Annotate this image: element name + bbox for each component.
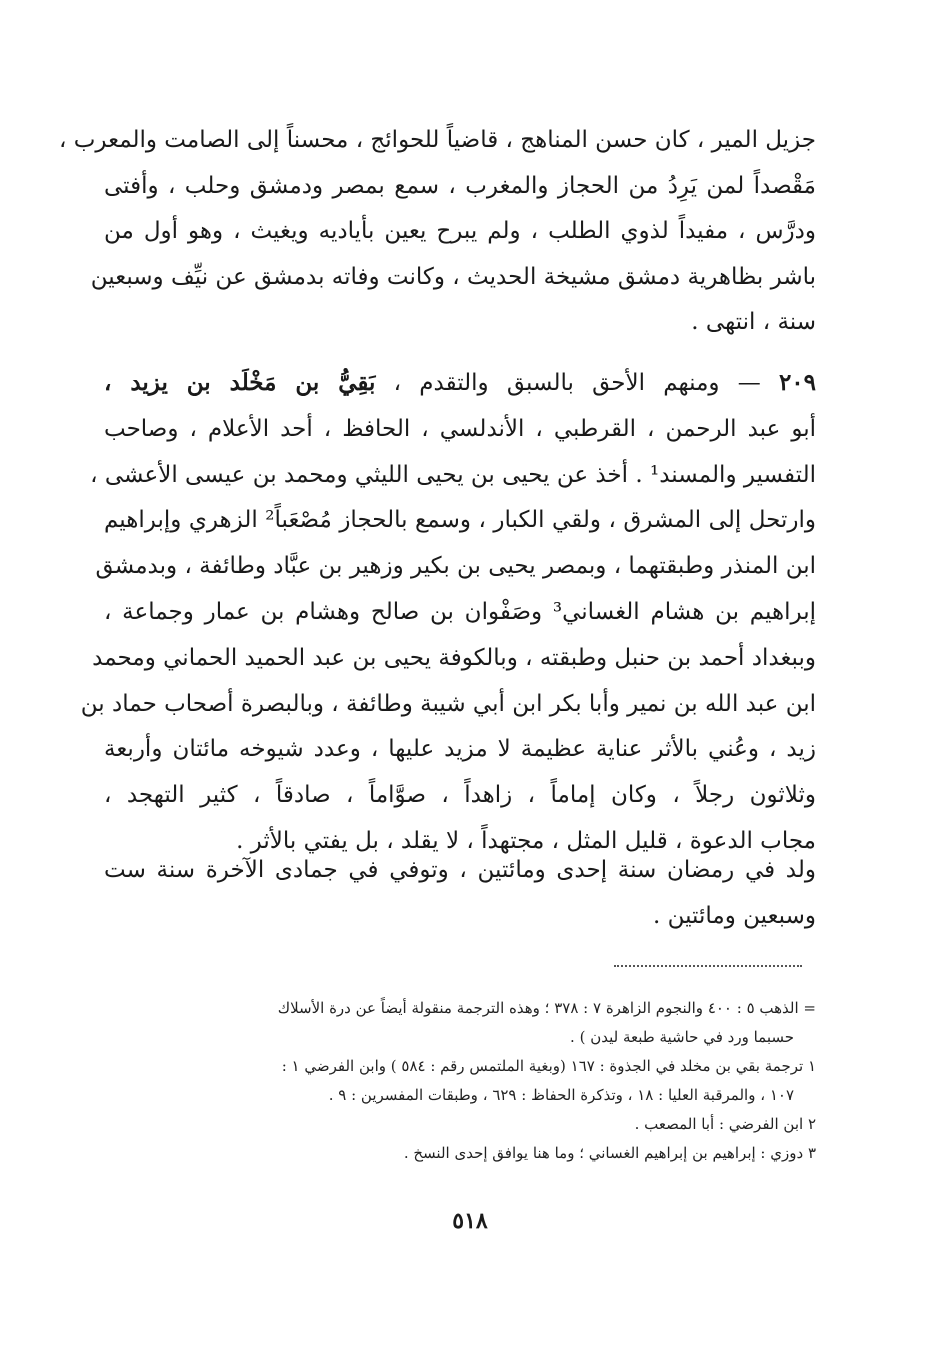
entry-person-name: بَقِيُّ بن مَخْلَد بن يزيد ، (104, 369, 376, 396)
text-line: التفسير والمسند¹ . أخذ عن يحيى بن يحيى الليثي ومحمد بن عيسى الأعشى ، (90, 461, 816, 488)
text-line: مَقْصداً لمن يَرِدُ من الحجاز والمغرب ، سمع بمصر ودمشق وحلب ، وأفتى (104, 172, 816, 199)
death-paragraph (104, 848, 816, 939)
text-line: وسبعين ومائتين . (652, 902, 816, 929)
text-line: مجاب الدعوة ، قليل المثل ، مجتهداً ، لا يقلد ، بل يفتي بالأثر . (236, 827, 816, 854)
text-line: زيد ، وعُني بالأثر عناية عظيمة لا مزيد عليها ، وعدد شيوخه مائتان وأربعة (104, 736, 816, 763)
footnote-3: ٣ دوزي : إبراهيم بن إبراهيم الغساني ؛ وما هنا يوافق إحدى النسخ . (403, 1144, 816, 1162)
text-line: ابن عبد الله بن نمير وأبا بكر ابن أبي شيبة وطائفة ، وبالبصرة أصحاب حماد بن (80, 690, 816, 717)
text-line: وثلاثون رجلاً ، وكان إماماً ، زاهداً ، صوَّاماً ، صادقاً ، كثير التهجد ، (104, 782, 816, 809)
entry-heading-line (104, 360, 816, 407)
footnote-separator (614, 965, 802, 967)
text-line: باشر بظاهرية دمشق مشيخة الحديث ، وكانت وفاته بدمشق عن نيِّف وسبعين (90, 263, 816, 290)
entry-number: ٢٠٩ (778, 369, 817, 396)
text-line: وارتحل إلى المشرق ، ولقي الكبار ، وسمع بالحجاز مُصْعَباً² الزهري وإبراهيم (104, 507, 817, 534)
text-line: إبراهيم بن هشام الغساني³ وصَفْوان بن صالح وهشام بن عمار وجماعة ، (104, 598, 816, 625)
intro-paragraph (59, 118, 816, 346)
text-line: أبو عبد الرحمن ، القرطبي ، الأندلسي ، الحافظ ، أحد الأعلام ، وصاحب (104, 415, 816, 442)
text-line: وببغداد أحمد بن حنبل وطبقته ، وبالكوفة يحيى بن عبد الحميد الحماني ومحمد (92, 644, 816, 671)
footnote-line: حسبما ورد في حاشية طبعة ليدن ) . (570, 1028, 794, 1046)
page-number: ٥١٨ (452, 1208, 488, 1234)
text-line: جزيل المير ، كان حسن المناهج ، قاضياً للحوائج ، محسناً إلى الصامت والمعرب ، (59, 127, 816, 153)
text-line: ولد في رمضان سنة إحدى ومائتين ، وتوفي في جمادى الآخرة سنة ست (104, 857, 816, 883)
footnote-line: ١٠٧ ، والمرقبة العليا : ١٨ ، وتذكرة الحفاظ : ٦٢٩ ، وطبقات المفسرين : ٩ . (328, 1086, 794, 1104)
footnote-line: = الذهب ٥ : ٤٠٠ والنجوم الزاهرة ٧ : ٣٧٨ ؛ وهذه الترجمة منقولة أيضاً عن درة الأسلاك (277, 999, 816, 1017)
footnote-2: ٢ ابن الفرضي : أبا المصعب . (634, 1115, 816, 1133)
text-line: ابن المنذر وطبقتهما ، وبمصر يحيى بن بكير وزهير بن عبَّاد وطائفة ، وبدمشق (95, 553, 816, 580)
text-line: سنة ، انتهى . (691, 309, 816, 335)
text-line: ودرَّس ، مفيداً لذوي الطلب ، ولم يبرح يعين بأياديه ويغيث ، وهو أول من (104, 218, 816, 244)
biography-entry-209 (80, 360, 817, 865)
footnotes (104, 994, 816, 1168)
footnote-1: ١ ترجمة بقي بن مخلد في الجذوة : ١٦٧ (وبغية الملتمس رقم : ٥٨٤ ) وابن الفرضي ١ : (281, 1057, 816, 1075)
entry-intro-text: — ومنهم الأحق بالسبق والتقدم ، (375, 370, 779, 396)
